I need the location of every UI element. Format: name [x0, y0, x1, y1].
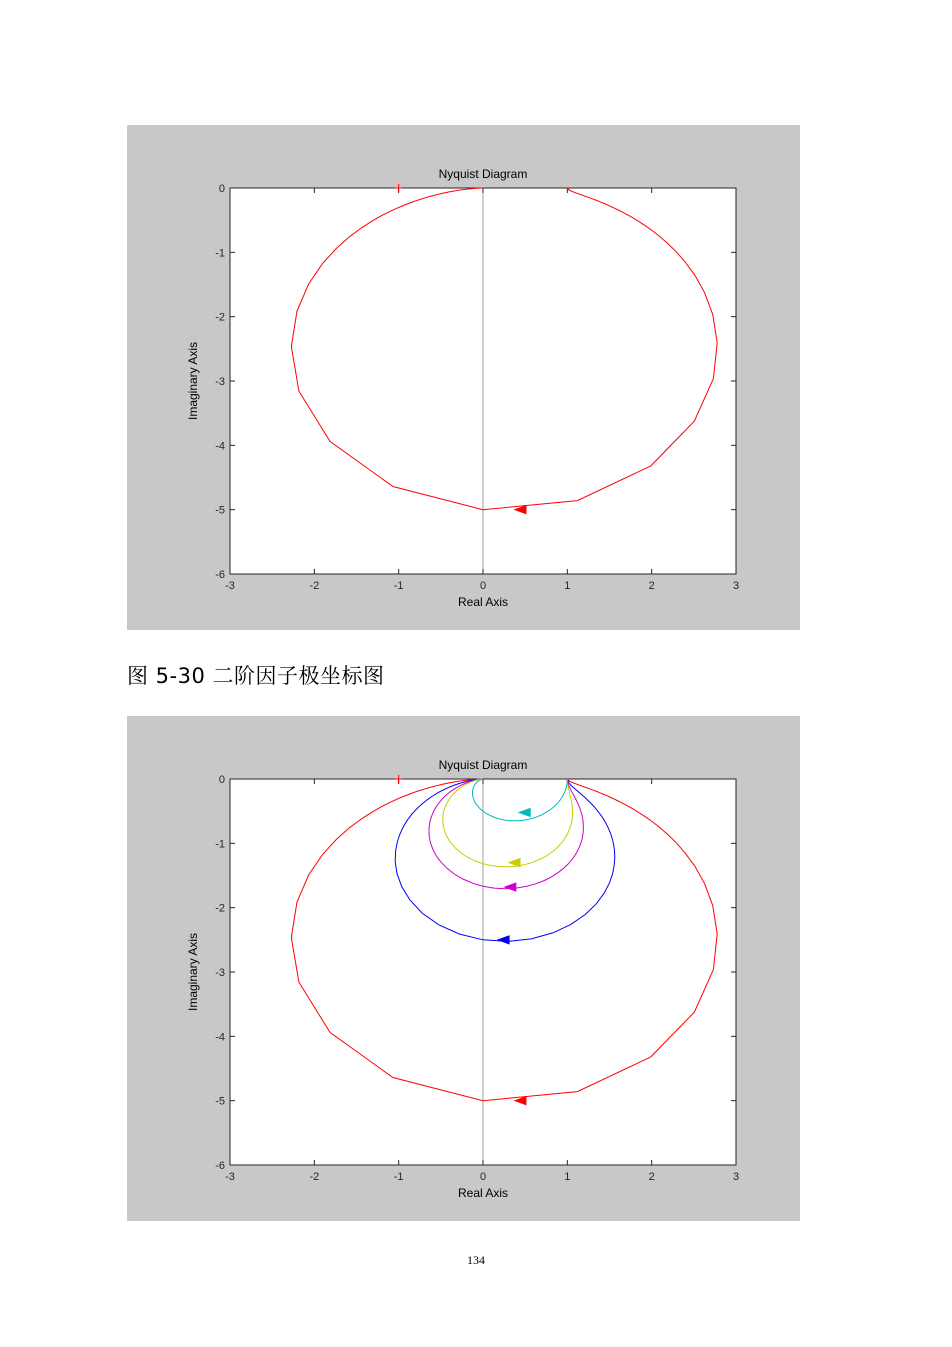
x-tick-label: -2: [309, 1171, 320, 1183]
nyquist-figure-2: [127, 716, 800, 1221]
x-tick-label: 2: [648, 580, 655, 592]
y-tick-label: -6: [215, 569, 225, 581]
nyquist-chart-2: [127, 716, 800, 1221]
x-tick-label: 2: [648, 1171, 655, 1183]
y-tick-label: -1: [215, 838, 225, 851]
chart-title: Nyquist Diagram: [438, 758, 528, 772]
x-tick-label: -2: [309, 580, 320, 592]
chart-title: Nyquist Diagram: [438, 167, 528, 181]
y-tick-label: -2: [215, 902, 225, 915]
y-axis-label: Imaginary Axis: [186, 932, 200, 1012]
y-tick-label: -5: [215, 1095, 225, 1108]
y-axis-label: Imaginary Axis: [186, 341, 200, 421]
y-tick-label: 0: [218, 183, 225, 195]
x-tick-label: -1: [393, 1171, 404, 1183]
nyquist-chart-1: [127, 125, 800, 630]
nyquist-figure-1: [127, 125, 800, 630]
y-tick-label: -5: [215, 504, 225, 517]
page-number: 134: [467, 1253, 485, 1267]
x-tick-label: -3: [225, 1171, 235, 1183]
x-tick-label: 1: [564, 580, 571, 592]
y-tick-label: -1: [215, 247, 225, 260]
x-axis-label: Real Axis: [457, 1186, 509, 1200]
x-tick-label: -3: [225, 580, 235, 592]
x-tick-label: -1: [393, 580, 404, 592]
x-tick-label: 1: [564, 1171, 571, 1183]
y-tick-label: 0: [218, 774, 225, 786]
x-tick-label: 3: [732, 580, 740, 592]
x-axis-label: Real Axis: [457, 595, 509, 609]
x-tick-label: 3: [732, 1171, 740, 1183]
y-tick-label: -4: [215, 1031, 225, 1044]
y-tick-label: -6: [215, 1160, 225, 1172]
x-tick-label: 0: [479, 1171, 487, 1183]
y-tick-label: -3: [215, 967, 225, 979]
y-tick-label: -3: [215, 376, 225, 388]
y-tick-label: -4: [215, 440, 225, 453]
y-tick-label: -2: [215, 311, 225, 324]
x-tick-label: 0: [479, 580, 487, 592]
figure-caption: 图 5-30 二阶因子极坐标图: [127, 664, 385, 688]
